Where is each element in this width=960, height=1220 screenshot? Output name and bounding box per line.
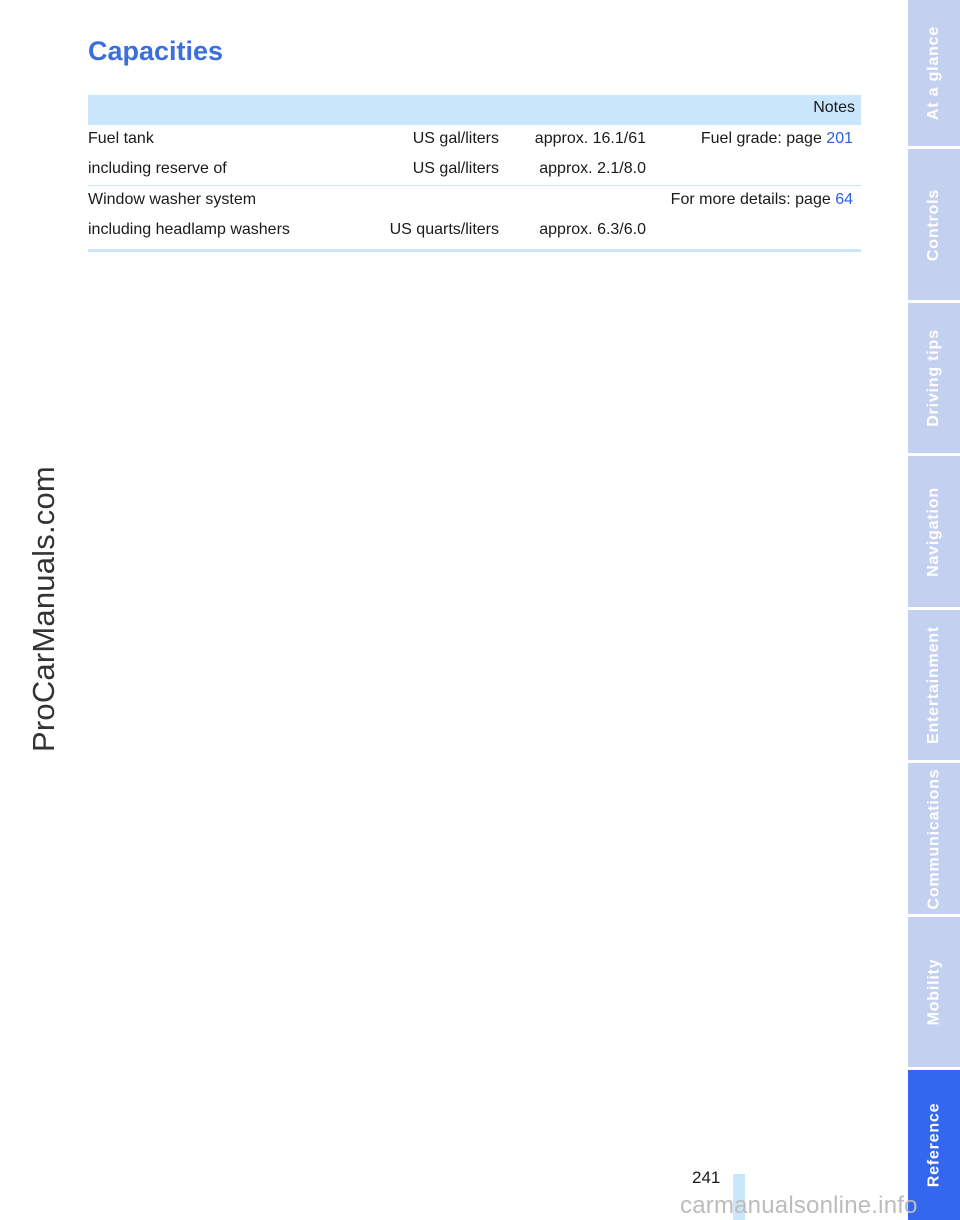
table-bottom-rule: [88, 249, 861, 252]
row-note-text: For more details: page: [670, 191, 836, 208]
side-navigation: [908, 0, 960, 1220]
side-tab-label: Navigation: [925, 486, 943, 577]
side-tab-label: Controls: [925, 188, 942, 261]
page-link-64[interactable]: 64: [835, 191, 853, 208]
watermark-procarmanuals: ProCarManuals.com: [26, 466, 61, 752]
table-row-fuel-tank: [88, 125, 861, 155]
side-tab-navigation[interactable]: [908, 456, 960, 607]
row-item: Fuel tank: [88, 130, 154, 147]
side-tab-entertainment[interactable]: [908, 610, 960, 760]
side-tab-label: Mobility: [925, 958, 942, 1026]
row-note: [671, 191, 853, 209]
side-tab-label: Driving tips: [925, 329, 943, 427]
page-title: Capacities: [88, 36, 224, 66]
table-row-headlamp-washers: [88, 216, 861, 246]
row-note-text: Fuel grade: page: [700, 130, 827, 147]
table-row-fuel-reserve: [88, 155, 861, 185]
row-value: approx. 16.1/61: [534, 130, 646, 147]
page-number: 241: [692, 1168, 721, 1187]
side-tab-label: Reference: [925, 1102, 943, 1188]
row-note: [701, 130, 853, 148]
capacities-table: [88, 95, 861, 252]
table-row-window-washer: [88, 186, 861, 216]
side-tab-controls[interactable]: [908, 149, 960, 300]
side-tab-communications[interactable]: [908, 763, 960, 914]
footer-watermark: carmanualsonline.info: [680, 1192, 918, 1219]
row-value: approx. 2.1/8.0: [539, 160, 646, 177]
side-tab-label: Communications: [925, 768, 942, 909]
row-item: Window washer system: [88, 191, 257, 208]
row-item: including headlamp washers: [88, 221, 290, 238]
side-tab-mobility[interactable]: [908, 917, 960, 1067]
row-value: approx. 6.3/6.0: [539, 221, 646, 238]
row-unit: US quarts/liters: [389, 221, 499, 238]
row-item: including reserve of: [88, 160, 227, 177]
side-tab-label: Entertainment: [925, 626, 943, 744]
row-unit: US gal/liters: [412, 130, 499, 147]
side-tab-label: At a glance: [925, 25, 943, 121]
notes-column-header: Notes: [813, 99, 855, 116]
side-tab-at-a-glance[interactable]: [908, 0, 960, 146]
page-link-201[interactable]: 201: [826, 130, 853, 147]
side-tab-driving-tips[interactable]: [908, 303, 960, 453]
row-unit: US gal/liters: [412, 160, 499, 177]
table-header: [88, 95, 861, 125]
